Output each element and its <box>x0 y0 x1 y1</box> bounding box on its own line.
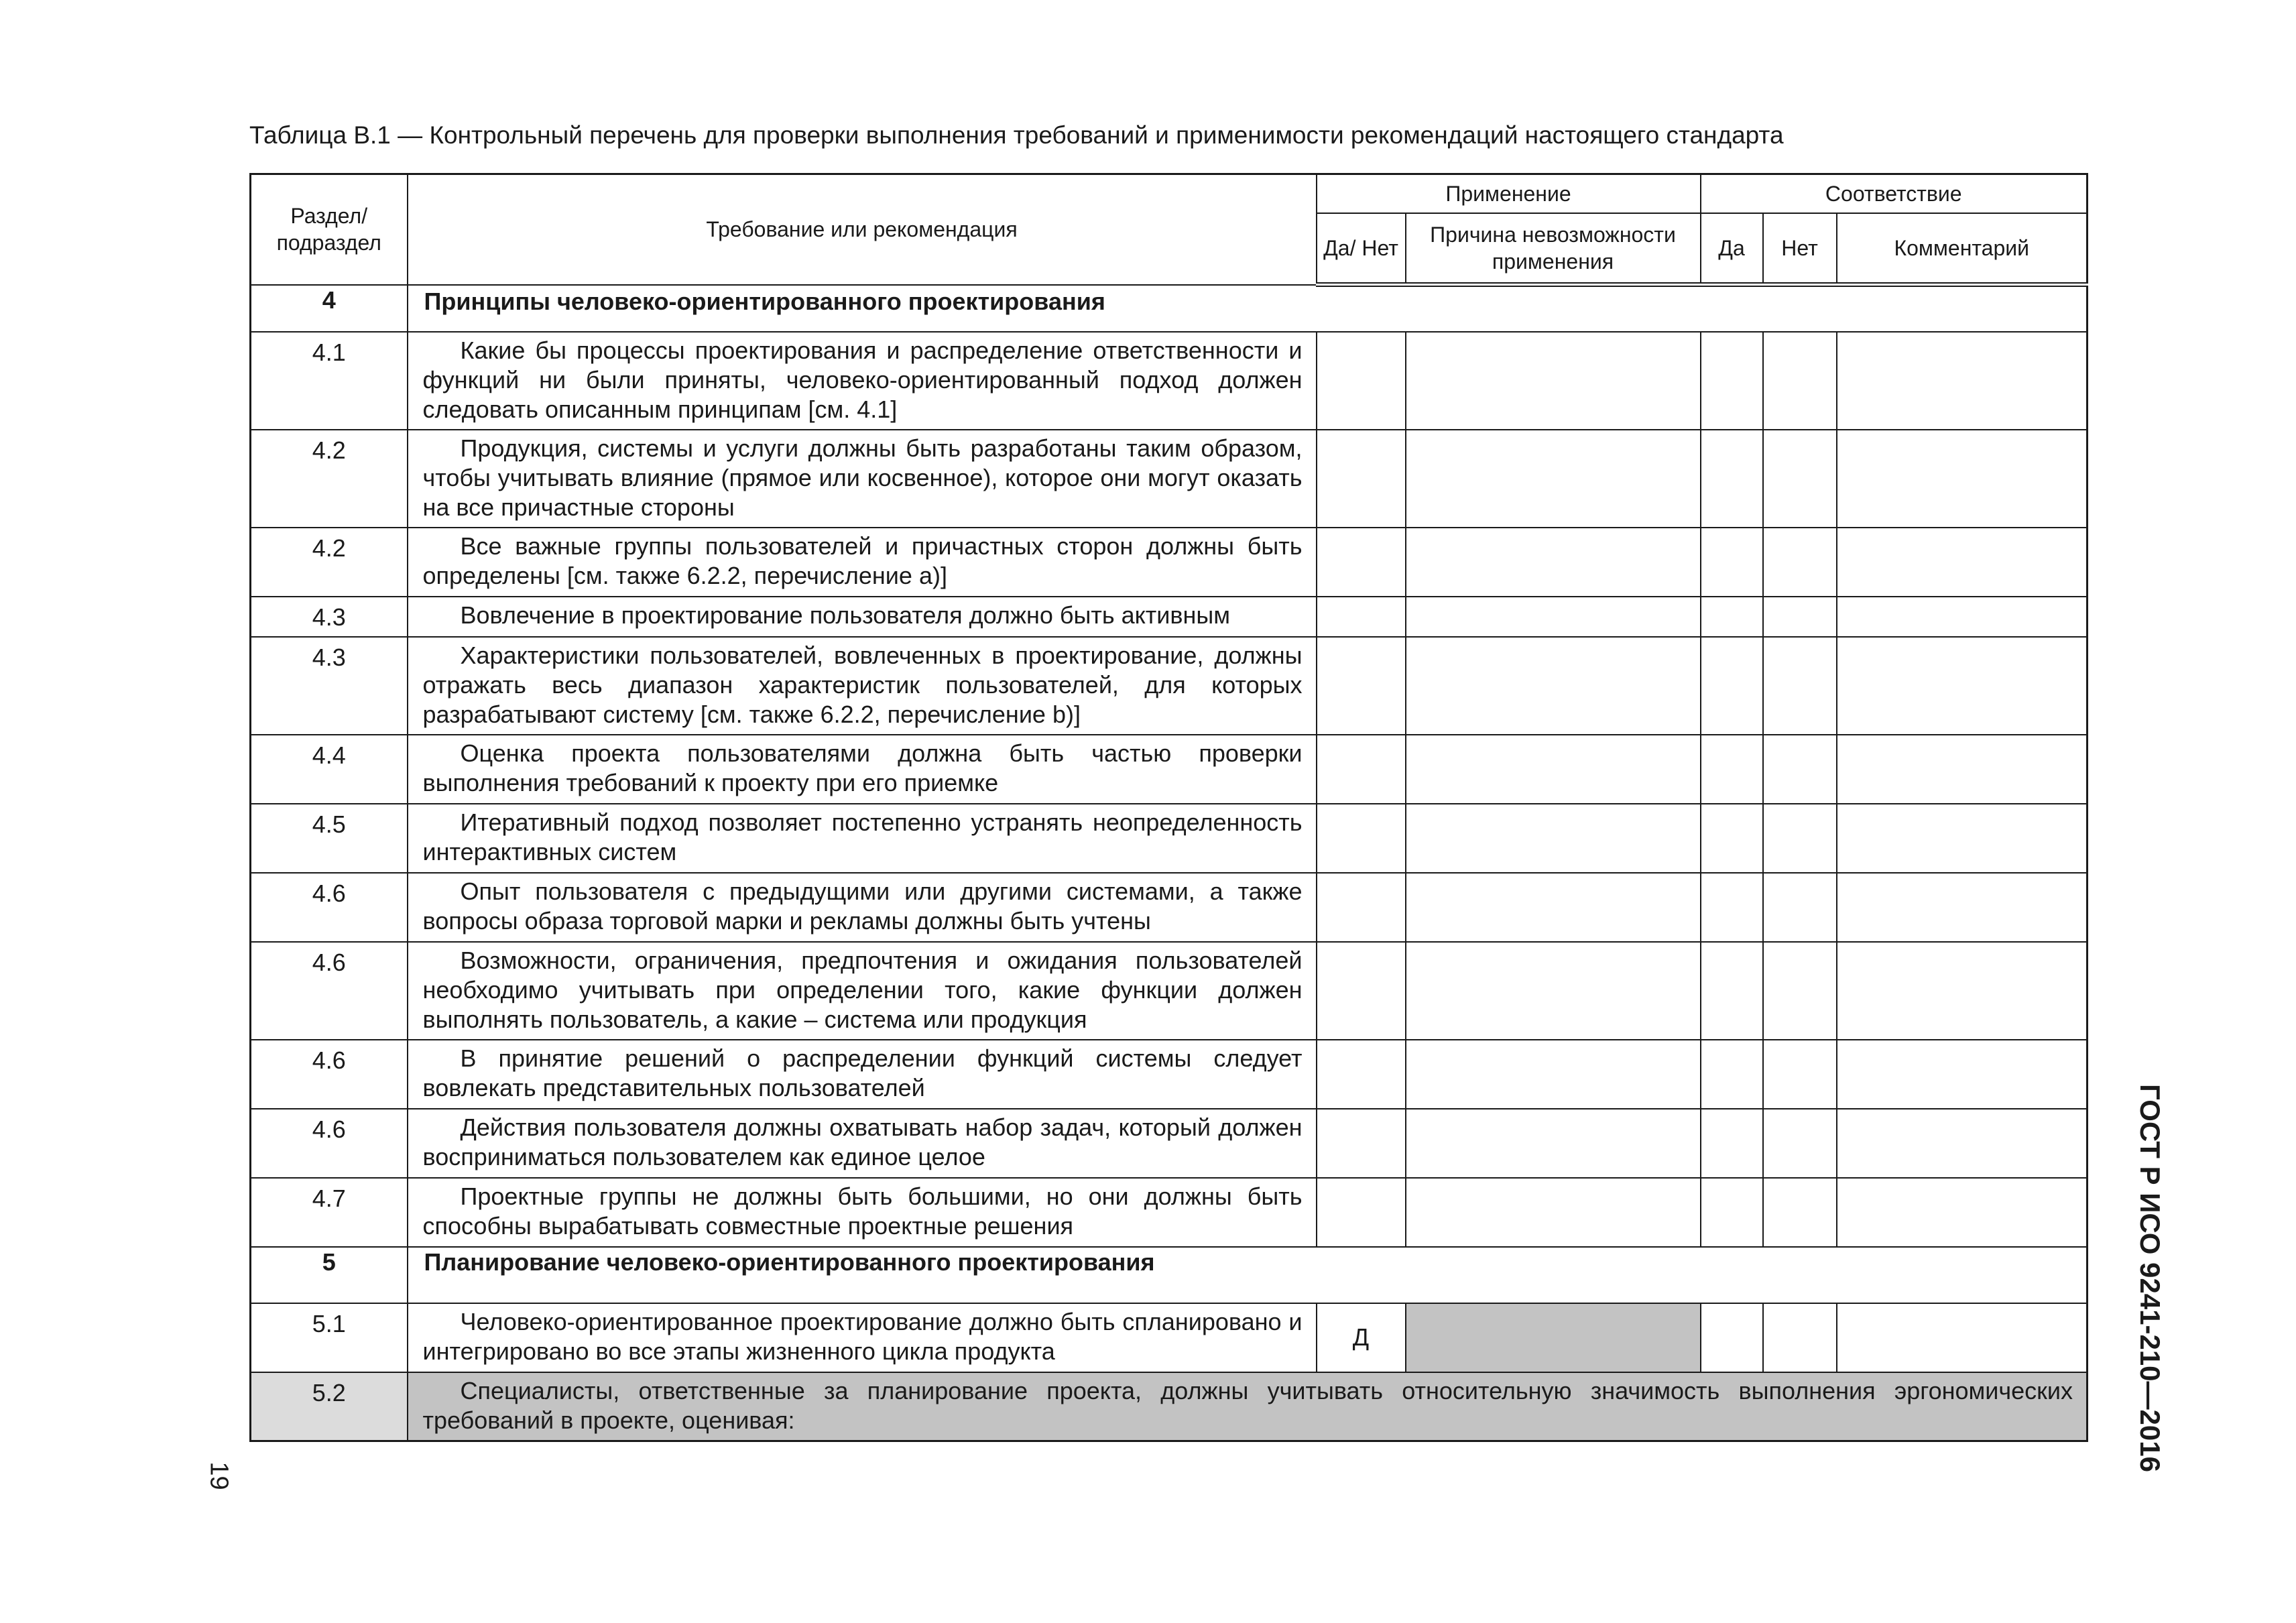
cell-reason-shaded <box>1406 1303 1701 1372</box>
cell-reason[interactable] <box>1406 942 1701 1040</box>
row-number: 4.6 <box>251 1109 408 1178</box>
cell-no[interactable] <box>1763 1040 1837 1109</box>
cell-yes[interactable] <box>1701 1040 1763 1109</box>
cell-reason[interactable] <box>1406 332 1701 430</box>
cell-reason[interactable] <box>1406 528 1701 597</box>
row-number: 4.4 <box>251 735 408 804</box>
row-number: 4.3 <box>251 597 408 637</box>
cell-yes[interactable] <box>1701 597 1763 637</box>
cell-no[interactable] <box>1763 804 1837 873</box>
header-no: Нет <box>1763 213 1837 285</box>
cell-applies[interactable] <box>1317 1109 1406 1178</box>
checklist-table <box>249 173 2088 1442</box>
table-row <box>251 597 2088 637</box>
cell-applies[interactable] <box>1317 873 1406 942</box>
table-row <box>251 528 2088 597</box>
cell-comment[interactable] <box>1837 804 2088 873</box>
cell-comment[interactable] <box>1837 1303 2088 1372</box>
standard-designation: ГОСТ Р ИСО 9241-210—2016 <box>2134 1084 2166 1472</box>
cell-comment[interactable] <box>1837 942 2088 1040</box>
header-yes-no: Да/ Нет <box>1317 213 1406 285</box>
row-number: 4.6 <box>251 1040 408 1109</box>
table-row <box>251 1372 2088 1441</box>
header-reason: Причина невозможности применения <box>1406 213 1701 285</box>
row-number: 4.2 <box>251 430 408 528</box>
header-section: Раздел/ подраздел <box>251 174 408 285</box>
cell-yes[interactable] <box>1701 332 1763 430</box>
section-title: Планирование человеко-ориентированного проектирования <box>408 1247 2088 1303</box>
cell-yes[interactable] <box>1701 735 1763 804</box>
table-row <box>251 1109 2088 1178</box>
cell-reason[interactable] <box>1406 1178 1701 1247</box>
cell-yes[interactable] <box>1701 528 1763 597</box>
section-row <box>251 285 2088 332</box>
row-number: 4.2 <box>251 528 408 597</box>
cell-applies[interactable]: Д <box>1317 1303 1406 1372</box>
cell-no[interactable] <box>1763 430 1837 528</box>
cell-comment[interactable] <box>1837 597 2088 637</box>
cell-no[interactable] <box>1763 735 1837 804</box>
row-number: 4.1 <box>251 332 408 430</box>
row-requirement: Характеристики пользователей, вовлеченных в проектирование, должны отражать весь диапазон характеристик пользователей, для которых разрабатывают систему [см. также 6.2.2, перечисление b)] <box>408 637 1317 735</box>
cell-reason[interactable] <box>1406 637 1701 735</box>
cell-reason[interactable] <box>1406 1109 1701 1178</box>
cell-applies[interactable] <box>1317 1178 1406 1247</box>
cell-applies[interactable] <box>1317 597 1406 637</box>
cell-applies[interactable] <box>1317 735 1406 804</box>
section-number: 4 <box>251 285 408 332</box>
cell-reason[interactable] <box>1406 873 1701 942</box>
cell-comment[interactable] <box>1837 1109 2088 1178</box>
cell-yes[interactable] <box>1701 873 1763 942</box>
cell-yes[interactable] <box>1701 942 1763 1040</box>
row-requirement: Специалисты, ответственные за планирование проекта, должны учитывать относительную значимость выполнения эргономических требований в проекте, оценивая: <box>408 1372 2088 1441</box>
cell-yes[interactable] <box>1701 637 1763 735</box>
row-requirement: Проектные группы не должны быть большими, но они должны быть способны вырабатывать совместные проектные решения <box>408 1178 1317 1247</box>
cell-no[interactable] <box>1763 637 1837 735</box>
header-application: Применение <box>1317 174 1701 213</box>
cell-no[interactable] <box>1763 528 1837 597</box>
row-requirement: Оценка проекта пользователями должна быть частью проверки выполнения требований к проекту при его приемке <box>408 735 1317 804</box>
table-row <box>251 873 2088 942</box>
cell-yes[interactable] <box>1701 430 1763 528</box>
table-row <box>251 1303 2088 1372</box>
row-number: 4.5 <box>251 804 408 873</box>
cell-applies[interactable] <box>1317 804 1406 873</box>
cell-no[interactable] <box>1763 1109 1837 1178</box>
cell-applies[interactable] <box>1317 332 1406 430</box>
header-conformance: Соответствие <box>1701 174 2088 213</box>
cell-reason[interactable] <box>1406 735 1701 804</box>
row-requirement: Возможности, ограничения, предпочтения и ожидания пользователей необходимо учитывать при определении того, какие функции должен выполнять пользователь, а какие – система или продукция <box>408 942 1317 1040</box>
cell-yes[interactable] <box>1701 1178 1763 1247</box>
cell-no[interactable] <box>1763 942 1837 1040</box>
cell-reason[interactable] <box>1406 804 1701 873</box>
section-number: 5 <box>251 1247 408 1303</box>
row-number: 4.6 <box>251 873 408 942</box>
header-comment: Комментарий <box>1837 213 2088 285</box>
cell-no[interactable] <box>1763 1178 1837 1247</box>
cell-no[interactable] <box>1763 1303 1837 1372</box>
section-title: Принципы человеко-ориентированного проектирования <box>408 285 2088 332</box>
cell-comment[interactable] <box>1837 637 2088 735</box>
row-requirement: Человеко-ориентированное проектирование должно быть спланировано и интегрировано во все этапы жизненного цикла продукта <box>408 1303 1317 1372</box>
cell-comment[interactable] <box>1837 1040 2088 1109</box>
cell-comment[interactable] <box>1837 528 2088 597</box>
row-number: 4.7 <box>251 1178 408 1247</box>
cell-no[interactable] <box>1763 332 1837 430</box>
row-requirement: Какие бы процессы проектирования и распределение ответственности и функций ни были приняты, человеко-ориентированный подход должен следовать описанным принципам [см. 4.1] <box>408 332 1317 430</box>
table-row <box>251 942 2088 1040</box>
cell-applies[interactable] <box>1317 942 1406 1040</box>
cell-applies[interactable] <box>1317 1040 1406 1109</box>
cell-no[interactable] <box>1763 597 1837 637</box>
table-row <box>251 1040 2088 1109</box>
section-row <box>251 1247 2088 1303</box>
cell-applies[interactable] <box>1317 528 1406 597</box>
cell-no[interactable] <box>1763 873 1837 942</box>
cell-comment[interactable] <box>1837 873 2088 942</box>
header-yes: Да <box>1701 213 1763 285</box>
cell-comment[interactable] <box>1837 332 2088 430</box>
row-requirement: В принятие решений о распределении функций системы следует вовлекать представительных пользователей <box>408 1040 1317 1109</box>
cell-applies[interactable] <box>1317 637 1406 735</box>
row-requirement: Все важные группы пользователей и причастных сторон должны быть определены [см. также 6.2.2, перечисление a)] <box>408 528 1317 597</box>
cell-applies[interactable] <box>1317 430 1406 528</box>
cell-reason[interactable] <box>1406 430 1701 528</box>
row-number: 4.3 <box>251 637 408 735</box>
page-number: 19 <box>204 1461 233 1490</box>
table-row <box>251 430 2088 528</box>
row-requirement: Итеративный подход позволяет постепенно устранять неопределенность интерактивных систем <box>408 804 1317 873</box>
row-requirement: Продукция, системы и услуги должны быть разработаны таким образом, чтобы учитывать влияние (прямое или косвенное), которое они могут оказать на все причастные стороны <box>408 430 1317 528</box>
table-caption: Таблица В.1 — Контрольный перечень для проверки выполнения требований и применимости рекомендаций настоящего стандарта <box>249 121 1784 149</box>
table-row <box>251 735 2088 804</box>
row-requirement: Вовлечение в проектирование пользователя должно быть активным <box>408 597 1317 637</box>
cell-comment[interactable] <box>1837 735 2088 804</box>
table-row <box>251 804 2088 873</box>
row-number: 5.2 <box>251 1372 408 1441</box>
header-requirement: Требование или рекомендация <box>408 174 1317 285</box>
cell-comment[interactable] <box>1837 430 2088 528</box>
row-number: 5.1 <box>251 1303 408 1372</box>
row-number: 4.6 <box>251 942 408 1040</box>
row-requirement: Действия пользователя должны охватывать набор задач, который должен восприниматься пользователем как единое целое <box>408 1109 1317 1178</box>
cell-yes[interactable] <box>1701 804 1763 873</box>
cell-reason[interactable] <box>1406 1040 1701 1109</box>
row-requirement: Опыт пользователя с предыдущими или другими системами, а также вопросы образа торговой марки и рекламы должны быть учтены <box>408 873 1317 942</box>
cell-yes[interactable] <box>1701 1109 1763 1178</box>
table-row <box>251 1178 2088 1247</box>
cell-yes[interactable] <box>1701 1303 1763 1372</box>
cell-comment[interactable] <box>1837 1178 2088 1247</box>
table-row <box>251 637 2088 735</box>
table-row <box>251 332 2088 430</box>
cell-reason[interactable] <box>1406 597 1701 637</box>
